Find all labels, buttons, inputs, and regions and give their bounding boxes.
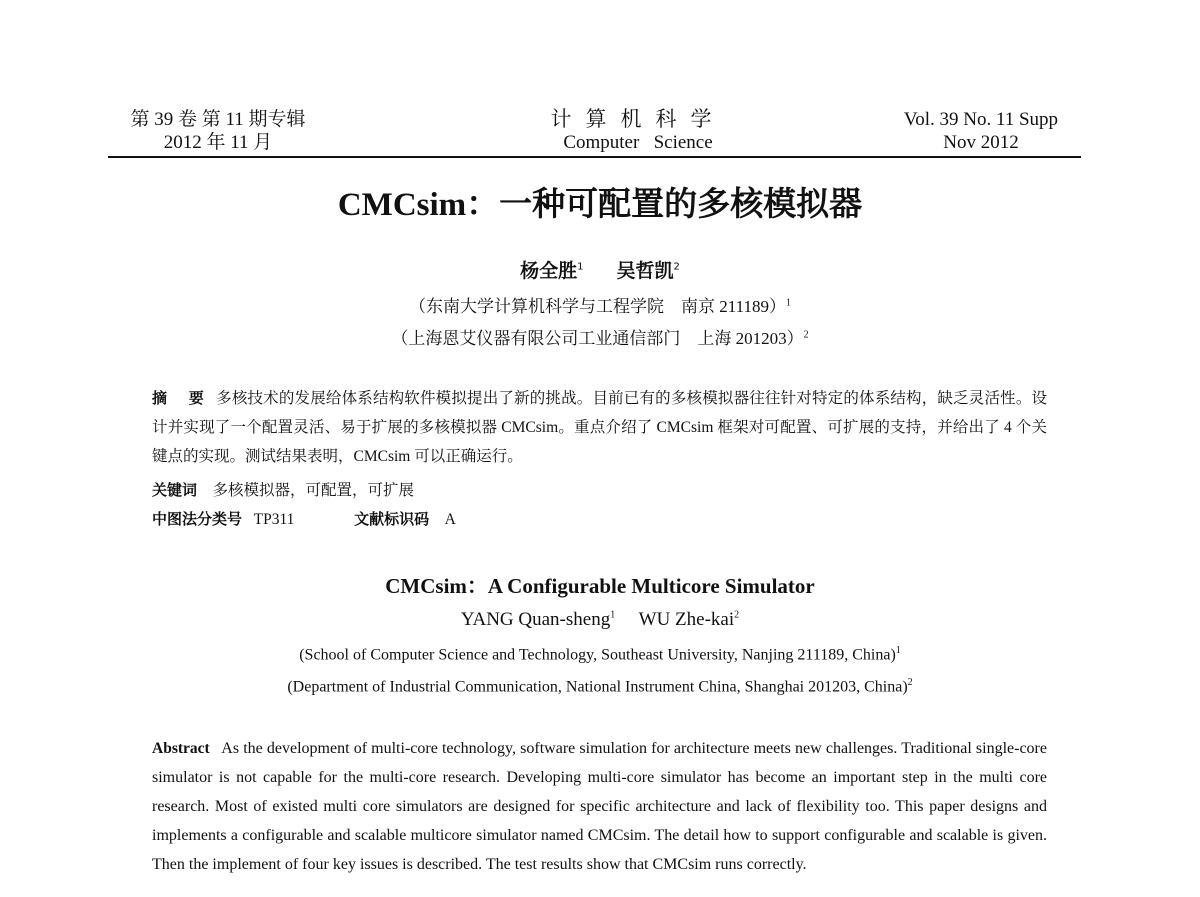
keywords-cn-text: 多核模拟器，可配置，可扩展 [212,482,415,499]
abstract-cn [152,384,1047,471]
abstract-en-label: Abstract [152,740,210,757]
keywords-cn-label: 关键词 [152,481,198,499]
journal-name-en: Computer Science [563,132,713,153]
english-affiliation-2: (Department of Industrial Communication, National Instrument China, Shanghai 201203, China)$^2$ [287,677,913,696]
classification [152,508,456,529]
english-affiliation-1: (School of Computer Science and Technology, Southeast University, Nanjing 211189, China)$^1$ [299,645,901,664]
doc-value: A [444,511,456,528]
affiliation-1: （东南大学计算机科学与工程学院 南京 211189）$^1$ [409,297,791,316]
abstract-en [152,734,1047,879]
clc-value: TP311 [253,511,295,528]
clc-label: 中图法分类号 [152,510,243,528]
paper-title: CMCsim：一种可配置的多核模拟器 [337,184,863,223]
abstract-en-text: As the development of multi-core technology, software simulation for architecture meets new challenges. Traditional single-core simulator is not capable for the multi-core research. Developing multi-core simulator has become an important step in the multi core research. Most of existed multi core simulators are designed for specific architecture and lack of flexibility too. This paper designs and implements a configurable and scalable multicore simulator named CMCsim. The detail how to support configurable and scalable is given. Then the implement of four key issues is described. The test results show that CMCsim runs correctly. [152,740,1047,873]
english-author-1: YANG Quan-sheng [460,609,611,630]
abstract-cn-text: 多核技术的发展给体系结构软件模拟提出了新的挑战。目前已有的多核模拟器往往针对特定的体系结构，缺乏灵活性。设计并实现了一个配置灵活、易于扩展的多核模拟器 CMCsim。重点介绍了 CMCsim 框架对可配置、可扩展的支持，并给出了 4 个关键点的实现。测试结果表明，CMCsim 可以正确运行。 [152,390,1047,465]
abstract-cn-label: 摘 要 [152,389,204,407]
english-authors: YANG Quan-sheng$^1$ WU Zhe-kai$^2$ [460,609,740,630]
english-author-2: WU Zhe-kai [638,609,735,630]
header-issue: Vol. 39 No. 11 Supp Nov 2012 [903,109,1059,153]
english-title: CMCsim：A Configurable Multicore Simulator [385,574,815,598]
affiliation-2: （上海恩艾仪器有限公司工业通信部门 上海 201203）$^2$ [391,329,809,348]
doc-label: 文献标识码 [354,510,430,528]
header-volume: 第 39 卷 第 11 期专辑 2012 年 11 月 [130,109,306,153]
author-2: 吴哲凯 [616,260,674,282]
header-journal [528,108,748,154]
keywords-cn [152,478,414,500]
journal-name-cn: 计算机科学 [550,107,726,131]
authors: 杨全胜$^1$ 吴哲凯$^2$ [520,260,680,282]
running-header [108,108,1081,158]
author-1: 杨全胜 [520,260,578,282]
